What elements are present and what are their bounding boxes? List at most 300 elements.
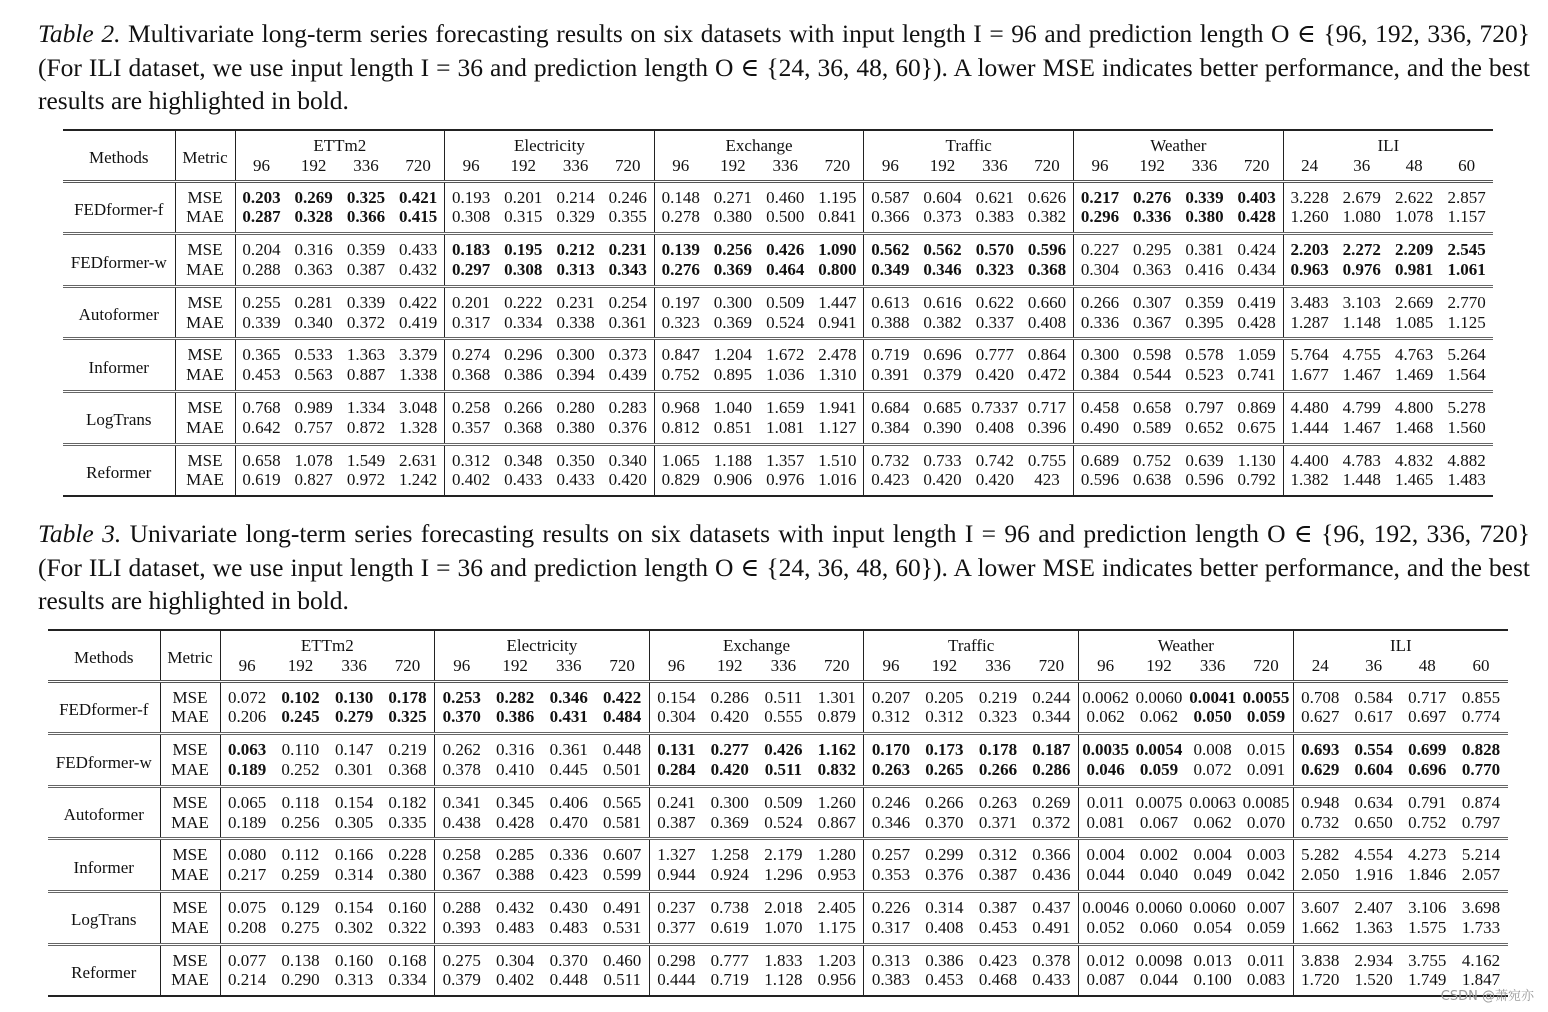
metric-label: MSE [175, 339, 235, 365]
cell-value: 1.125 [1447, 312, 1486, 332]
cell-value: 0.406 [549, 792, 588, 812]
horizon-header: 192 [931, 655, 958, 675]
cell-value: 0.622 [975, 292, 1015, 312]
value-cell [602, 234, 654, 260]
value-cell [703, 839, 757, 865]
cell-value: 0.263 [871, 759, 911, 779]
cell-value: 0.204 [242, 240, 281, 260]
cell-value: 0.453 [242, 365, 281, 385]
cell-value: 0.752 [1408, 812, 1447, 832]
value-cell [703, 970, 757, 996]
cell-value: 0.353 [871, 865, 911, 885]
cell-value: 0.864 [1027, 345, 1067, 365]
value-cell [392, 181, 444, 207]
method-row-group [63, 234, 1493, 287]
cell-value: 5.214 [1461, 845, 1501, 865]
value-cell [549, 207, 601, 233]
value-cell [757, 734, 811, 760]
cell-value: 1.483 [1447, 470, 1486, 490]
cell-value: 0.685 [923, 397, 962, 417]
cell-value: 0.0098 [1135, 950, 1183, 970]
method-row-group [48, 681, 1508, 734]
value-cell [287, 470, 339, 496]
value-cell [654, 339, 706, 365]
cell-value: 0.369 [713, 312, 752, 332]
value-cell [864, 286, 916, 312]
value-cell [759, 313, 811, 339]
value-cell [220, 786, 274, 812]
value-cell [1454, 681, 1508, 707]
value-cell [811, 286, 863, 312]
value-cell [707, 365, 759, 391]
value-cell [757, 813, 811, 839]
cell-value: 0.832 [817, 759, 856, 779]
value-cell [1454, 865, 1508, 891]
cell-value: 0.378 [442, 759, 481, 779]
value-cell [864, 339, 916, 365]
value-cell [220, 734, 274, 760]
cell-value: 0.423 [978, 950, 1018, 970]
value-cell [274, 734, 328, 760]
cell-value: 0.0060 [1135, 687, 1183, 707]
cell-value: 0.300 [710, 792, 749, 812]
value-cell [969, 260, 1021, 286]
value-cell [1025, 707, 1079, 733]
value-cell [1132, 865, 1186, 891]
cell-value: 0.428 [1237, 312, 1276, 332]
cell-value: 0.953 [817, 865, 856, 885]
cell-value: 0.304 [1080, 259, 1120, 279]
value-cell [1079, 760, 1133, 786]
cell-value: 1.465 [1395, 470, 1434, 490]
cell-value: 0.841 [818, 207, 857, 227]
value-cell [1025, 918, 1079, 944]
metric-label: MSE [175, 234, 235, 260]
cell-value: 0.437 [1032, 897, 1071, 917]
cell-value: 0.368 [1027, 259, 1067, 279]
value-cell [1293, 891, 1347, 917]
cell-value: 0.366 [871, 207, 910, 227]
cell-value: 4.162 [1461, 950, 1501, 970]
value-cell [1126, 234, 1178, 260]
cell-value: 0.460 [603, 950, 642, 970]
value-cell [435, 918, 489, 944]
value-cell [1021, 391, 1073, 417]
table-row [63, 286, 1493, 312]
value-cell [1025, 813, 1079, 839]
value-cell [1283, 286, 1335, 312]
value-cell [864, 944, 918, 970]
value-cell [918, 681, 972, 707]
table-row [63, 418, 1493, 444]
table-row [63, 207, 1493, 233]
cell-value: 2.669 [1395, 292, 1434, 312]
value-cell [1347, 970, 1401, 996]
cell-value: 0.346 [871, 812, 911, 832]
value-cell [542, 865, 596, 891]
value-cell [1079, 970, 1133, 996]
value-cell [707, 260, 759, 286]
value-cell [1132, 891, 1186, 917]
method-row-group [48, 944, 1508, 996]
value-cell [1025, 681, 1079, 707]
cell-value: 0.989 [294, 397, 333, 417]
cell-value: 0.007 [1246, 897, 1286, 917]
cell-value: 0.732 [1301, 812, 1340, 832]
value-cell [707, 418, 759, 444]
value-cell [497, 260, 549, 286]
cell-value: 0.363 [1132, 259, 1172, 279]
value-cell [757, 944, 811, 970]
cell-value: 1.672 [766, 345, 805, 365]
cell-value: 1.070 [764, 917, 803, 937]
cell-value: 0.509 [764, 792, 803, 812]
value-cell [1021, 418, 1073, 444]
value-cell [1336, 444, 1388, 470]
cell-value: 0.197 [661, 292, 700, 312]
cell-value: 0.246 [608, 187, 647, 207]
cell-value: 1.260 [1290, 207, 1329, 227]
value-cell [392, 444, 444, 470]
cell-value: 0.869 [1237, 397, 1276, 417]
cell-value: 0.433 [504, 470, 543, 490]
cell-value: 0.296 [504, 345, 543, 365]
value-cell [1132, 839, 1186, 865]
cell-value: 1.204 [713, 345, 752, 365]
cell-value: 0.383 [975, 207, 1015, 227]
cell-value: 0.160 [388, 897, 427, 917]
method-row-group [48, 891, 1508, 944]
cell-value: 0.284 [657, 759, 696, 779]
cell-value: 1.127 [818, 417, 857, 437]
cell-value: 0.322 [388, 917, 427, 937]
cell-value: 1.016 [818, 470, 857, 490]
value-cell [596, 734, 650, 760]
value-cell [220, 970, 274, 996]
cell-value: 0.381 [1185, 240, 1224, 260]
value-cell [1074, 365, 1126, 391]
horizon-header: 336 [982, 155, 1008, 175]
value-cell [1388, 207, 1440, 233]
cell-value: 0.160 [335, 950, 374, 970]
value-cell [1336, 470, 1388, 496]
cell-value: 0.402 [451, 470, 491, 490]
table-row [48, 865, 1508, 891]
value-cell [1440, 234, 1493, 260]
value-cell [1239, 891, 1293, 917]
value-cell [435, 813, 489, 839]
value-cell [497, 365, 549, 391]
value-cell [488, 707, 542, 733]
cell-value: 1.040 [713, 397, 752, 417]
cell-value: 0.607 [603, 845, 642, 865]
value-cell [235, 207, 287, 233]
value-cell [1126, 470, 1178, 496]
value-cell [1347, 707, 1401, 733]
value-cell [445, 234, 497, 260]
value-cell [235, 181, 287, 207]
value-cell [1025, 839, 1079, 865]
value-cell [445, 339, 497, 365]
value-cell [1293, 786, 1347, 812]
metric-label: MSE [160, 839, 220, 865]
value-cell [596, 681, 650, 707]
value-cell [1347, 918, 1401, 944]
cell-value: 0.420 [923, 470, 962, 490]
cell-value: 0.060 [1139, 917, 1179, 937]
value-cell [971, 734, 1025, 760]
cell-value: 5.278 [1447, 397, 1486, 417]
value-cell [1178, 339, 1230, 365]
cell-value: 0.207 [871, 687, 911, 707]
value-cell [703, 813, 757, 839]
cell-value: 0.255 [242, 292, 281, 312]
metric-label: MSE [160, 944, 220, 970]
value-cell [596, 865, 650, 891]
value-cell [810, 891, 864, 917]
cell-value: 0.339 [346, 292, 386, 312]
horizon-header: 36 [1353, 155, 1371, 175]
value-cell [1293, 734, 1347, 760]
value-cell [392, 391, 444, 417]
table-row [48, 760, 1508, 786]
cell-value: 0.0062 [1082, 687, 1129, 707]
value-cell [1132, 918, 1186, 944]
cell-value: 0.002 [1139, 845, 1179, 865]
value-cell [497, 181, 549, 207]
cell-value: 0.828 [1461, 740, 1501, 760]
cell-value: 4.882 [1447, 450, 1486, 470]
cell-value: 0.286 [1032, 759, 1071, 779]
value-cell [810, 681, 864, 707]
cell-value: 0.658 [242, 450, 281, 470]
value-cell [810, 944, 864, 970]
cell-value: 0.738 [710, 897, 749, 917]
cell-value: 0.627 [1301, 707, 1340, 727]
cell-value: 1.328 [399, 417, 438, 437]
cell-value: 0.511 [764, 687, 803, 707]
value-cell [811, 444, 863, 470]
value-cell [1440, 391, 1493, 417]
cell-value: 0.299 [925, 845, 964, 865]
cell-value: 0.245 [281, 707, 320, 727]
cell-value: 0.458 [1080, 397, 1120, 417]
cell-value: 0.344 [1032, 707, 1071, 727]
cell-value: 0.052 [1086, 917, 1125, 937]
cell-value: 0.777 [710, 950, 749, 970]
cell-value: 0.281 [294, 292, 333, 312]
value-cell [1293, 839, 1347, 865]
value-cell [497, 286, 549, 312]
value-cell [971, 944, 1025, 970]
value-cell [1400, 760, 1454, 786]
cell-value: 0.438 [442, 812, 481, 832]
horizon-header: 336 [772, 155, 799, 175]
horizon-header: 336 [770, 655, 797, 675]
value-cell [649, 681, 703, 707]
cell-value: 1.258 [710, 845, 749, 865]
cell-value: 0.0054 [1135, 740, 1183, 760]
cell-value: 0.422 [603, 687, 642, 707]
dataset-header: Electricity [445, 130, 655, 156]
horizon-header: 192 [929, 155, 956, 175]
value-cell [497, 470, 549, 496]
value-cell [381, 891, 435, 917]
value-cell [274, 865, 328, 891]
cell-value: 0.349 [871, 259, 910, 279]
value-cell [969, 207, 1021, 233]
cell-value: 0.072 [1193, 759, 1232, 779]
cell-value: 1.733 [1461, 917, 1501, 937]
cell-value: 0.231 [608, 240, 647, 260]
cell-value: 0.062 [1139, 707, 1179, 727]
cell-value: 1.520 [1354, 970, 1393, 990]
cell-value: 0.433 [399, 240, 438, 260]
cell-value: 0.433 [556, 470, 595, 490]
value-cell [549, 181, 601, 207]
cell-value: 0.379 [442, 970, 481, 990]
cell-value: 0.752 [1132, 450, 1172, 470]
cell-value: 0.288 [242, 259, 281, 279]
cell-value: 0.241 [657, 792, 696, 812]
cell-value: 0.283 [608, 397, 647, 417]
cell-value: 0.380 [713, 207, 752, 227]
metric-label: MAE [160, 865, 220, 891]
value-cell [757, 839, 811, 865]
metric-label: MSE [160, 786, 220, 812]
cell-value: 0.827 [294, 470, 333, 490]
value-cell [220, 681, 274, 707]
value-cell [1178, 260, 1230, 286]
cell-value: 1.467 [1342, 417, 1381, 437]
table-row [63, 444, 1493, 470]
value-cell [971, 707, 1025, 733]
value-cell [602, 339, 654, 365]
value-cell [596, 891, 650, 917]
value-cell [1186, 944, 1240, 970]
value-cell [435, 891, 489, 917]
value-cell [703, 681, 757, 707]
metric-header: Metric [160, 630, 220, 681]
value-cell [1074, 286, 1126, 312]
cell-value: 0.361 [549, 740, 588, 760]
value-cell [1231, 418, 1283, 444]
cell-value: 0.708 [1301, 687, 1340, 707]
value-cell [488, 944, 542, 970]
value-cell [1178, 313, 1230, 339]
cell-value: 0.313 [871, 950, 911, 970]
cell-value: 0.312 [871, 707, 911, 727]
value-cell [864, 839, 918, 865]
cell-value: 0.011 [1247, 950, 1285, 970]
cell-value: 0.378 [1032, 950, 1071, 970]
cell-value: 4.554 [1354, 845, 1393, 865]
cell-value: 0.193 [451, 187, 491, 207]
value-cell [1400, 918, 1454, 944]
cell-value: 0.328 [294, 207, 333, 227]
dataset-header: ETTm2 [235, 130, 445, 156]
cell-value: 0.387 [657, 812, 696, 832]
value-cell [1293, 707, 1347, 733]
horizon-header: 720 [609, 655, 635, 675]
cell-value: 1.188 [713, 450, 752, 470]
value-cell [327, 918, 381, 944]
horizon-header: 96 [649, 656, 703, 681]
value-cell [1454, 786, 1508, 812]
cell-value: 0.589 [1132, 417, 1172, 437]
value-cell [1239, 970, 1293, 996]
cell-value: 0.323 [975, 259, 1015, 279]
horizon-header: 96 [445, 156, 497, 181]
cell-value: 0.369 [713, 259, 752, 279]
dataset-header: Weather [1074, 130, 1284, 156]
horizon-header: 720 [1253, 655, 1279, 675]
cell-value: 0.408 [1027, 312, 1067, 332]
cell-value: 1.382 [1290, 470, 1329, 490]
cell-value: 0.361 [608, 312, 647, 332]
cell-value: 0.533 [294, 345, 333, 365]
horizon-header: 96 [1074, 156, 1126, 181]
value-cell [1388, 181, 1440, 207]
cell-value: 2.857 [1447, 187, 1486, 207]
value-cell [435, 970, 489, 996]
table-row [48, 891, 1508, 917]
value-cell [811, 391, 863, 417]
value-cell [1021, 181, 1073, 207]
cell-value: 0.436 [1032, 865, 1071, 885]
cell-value: 0.906 [713, 470, 752, 490]
value-cell [1079, 786, 1133, 812]
cell-value: 0.212 [556, 240, 595, 260]
cell-value: 1.175 [817, 917, 856, 937]
dataset-header: ETTm2 [220, 630, 435, 656]
cell-value: 1.941 [818, 397, 857, 417]
cell-value: 0.976 [766, 470, 805, 490]
value-cell [602, 181, 654, 207]
value-cell [969, 391, 1021, 417]
dataset-header: Exchange [654, 130, 864, 156]
value-cell [1126, 444, 1178, 470]
value-cell [1132, 681, 1186, 707]
value-cell [1132, 813, 1186, 839]
value-cell [1186, 865, 1240, 891]
cell-value: 0.178 [388, 687, 427, 707]
value-cell [1231, 234, 1283, 260]
cell-value: 0.800 [818, 259, 857, 279]
value-cell [649, 970, 703, 996]
cell-value: 0.257 [871, 845, 911, 865]
metric-label: MAE [160, 813, 220, 839]
value-cell [1079, 681, 1133, 707]
cell-value: 4.800 [1395, 397, 1434, 417]
cell-value: 0.774 [1461, 707, 1501, 727]
value-cell [1021, 286, 1073, 312]
value-cell [916, 260, 968, 286]
cell-value: 0.742 [975, 450, 1015, 470]
value-cell [707, 444, 759, 470]
cell-value: 0.345 [495, 792, 535, 812]
cell-value: 0.491 [603, 897, 642, 917]
method-name: FEDformer-w [55, 752, 152, 772]
cell-value: 0.046 [1086, 759, 1125, 779]
value-cell [497, 234, 549, 260]
value-cell [445, 470, 497, 496]
cell-value: 3.755 [1408, 950, 1447, 970]
value-cell [549, 260, 601, 286]
cell-value: 3.379 [399, 345, 438, 365]
cell-value: 0.419 [399, 312, 438, 332]
value-cell [864, 207, 916, 233]
